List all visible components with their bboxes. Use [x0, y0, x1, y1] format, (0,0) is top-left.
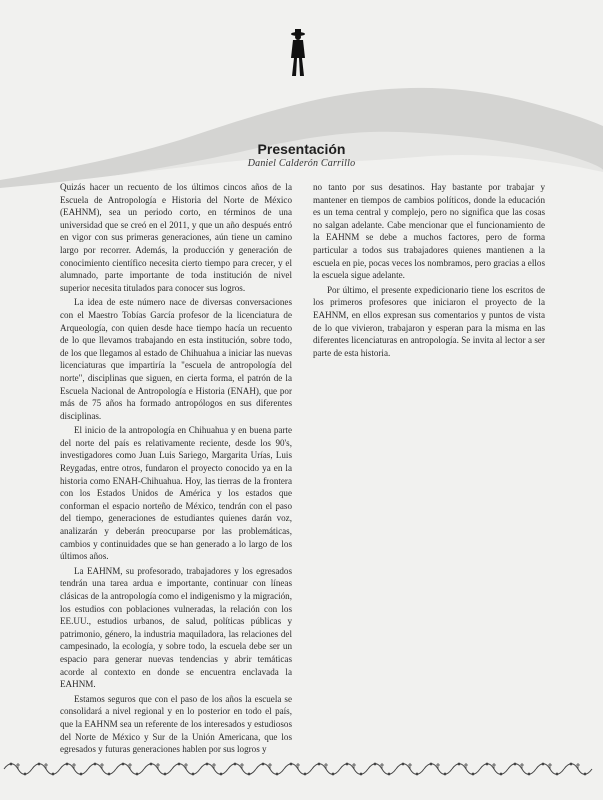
ornamental-vine-border-icon: [0, 758, 603, 780]
paragraph: La idea de este número nace de diversas conversaciones con el Maestro Tobías García profesor de la licenciatura de Arqueología, con quien desde hace tiempo hacía un recuento de lo que llevamos trabajando en esta institución, sobre todo, de los que llegamos al estado de Chihuahua a iniciar las nuevas licenciaturas que impartiría la "escuela de antropología del norte", disciplinas que siguen, en cierta forma, el patrón de la Escuela Nacional de Antropología e Historia (ENAH), que por más de 75 años ha formado antropólogos en sus diferentes disciplinas.: [60, 297, 292, 421]
right-text-column: [313, 181, 545, 361]
paragraph: no tanto por sus desatinos. Hay bastante por trabajar y mantener en tiempos de cambios políticos, donde la educación es un tema central y complejo, pero no significa que las cosas no salgan adelante. Cabe mencionar que el funcionamiento de la EAHNM se debe a muchos factores, pero de forma particular a todos sus trabajadores quienes mantienen a la escuela en pie, pocas veces los nombramos, pero gracias a ellos la escuela sigue adelante.: [313, 182, 545, 281]
article-author: Daniel Calderón Carrillo: [247, 158, 356, 169]
mountain-background-graphic: [0, 60, 603, 200]
paragraph: Estamos seguros que con el paso de los años la escuela se consolidará a nivel regional y en lo posterior en todo el país, que la EAHNM sea un referente de los interesados y estudiosos del Norte de México y Sur de la Unión Americana, que los egresados y futuras generaciones hablen por sus logros y: [60, 693, 292, 755]
paragraph: El inicio de la antropología en Chihuahua y en buena parte del norte del país es relativamente reciente, desde los 90's, investigadores como Juan Luis Sariego, Margarita Urías, Luis Reygadas, entre otros, fundaron el proyecto conocido ya en la historia como ENAH-Chihuahua. Hoy, las tierras de la frontera con los Estados Unidos de América y los estados que conforman el espacio norteño de México, tendrán con el paso del tiempo, generaciones de estudiantes quienes darán voz, analizarán y deberán preocuparse por las problemáticas, cambios y continuidades que se han generado a lo largo de los últimos años.: [60, 425, 292, 562]
walking-man-silhouette-icon: [286, 28, 310, 78]
article-title: Presentación: [257, 141, 346, 157]
left-text-column: [60, 181, 292, 758]
paragraph: La EAHNM, su profesorado, trabajadores y los egresados tendrán una tarea ardua e importante, continuar con líneas clásicas de la antropología como el indigenismo y la migración, los estudios con poblaciones vulneradas, la relación con los EE.UU., estudios urbanos, de salud, políticas públicas y patrimonio, género, la industria maquiladora, las relaciones del campesinado, la ecología, y sobre todo, la escuela debe ser un espacio para generar nuevas tendencias y abrir temáticas acorde al contexto en donde se encuentra enclavada la EAHNM.: [60, 565, 292, 690]
paragraph: Por último, el presente expedicionario tiene los escritos de los primeros profesores que iniciaron el proyecto de la EAHNM, en ellos expresan sus comentarios y puntos de vista de lo que vivieron, trabajaron y esperan para la misma en las diferentes licenciaturas en antropología. Se invita al lector a ser parte de esta historia.: [313, 284, 545, 358]
paragraph: Quizás hacer un recuento de los últimos cincos años de la Escuela de Antropología e Historia del Norte de México (EAHNM), sea un periodo corto, en términos de una universidad que se creó en el 2011, y que un año después entró en vigor con sus primeras generaciones, aún tiene un camino largo por recorrer. Además, la producción y generación de conocimiento científico necesita cierto tiempo para crecer, y el alumnado, parte importante de toda institución de nivel superior necesita titulados para conocer sus logros.: [60, 182, 292, 293]
